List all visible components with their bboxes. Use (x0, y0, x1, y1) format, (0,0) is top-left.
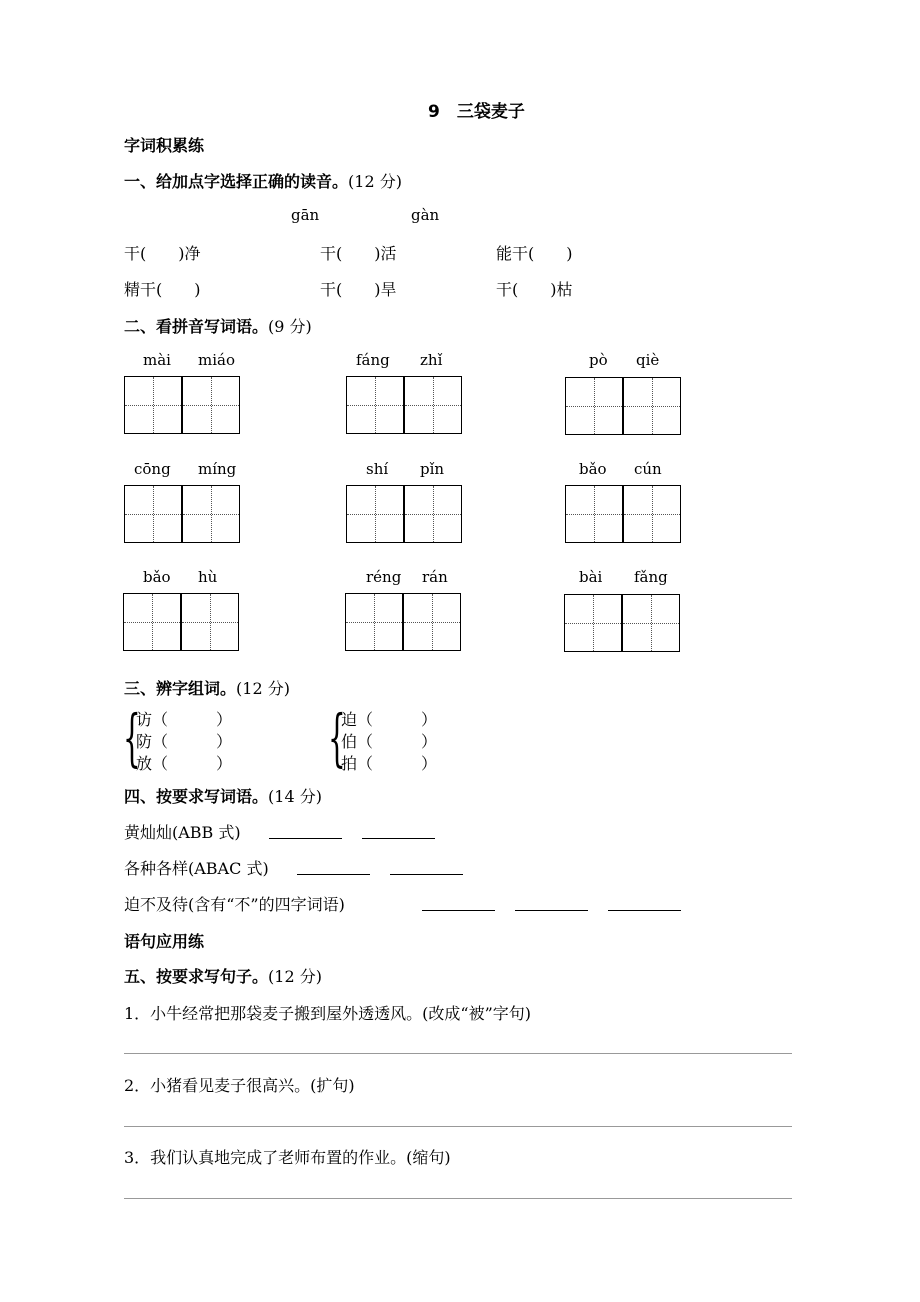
writing-grid-box[interactable] (623, 377, 681, 435)
answer-blank[interactable] (269, 838, 342, 839)
pinyin-label: shí (366, 460, 389, 478)
question-2-heading (124, 314, 312, 337)
writing-grid-box[interactable] (124, 485, 182, 543)
pinyin-label: hù (198, 568, 218, 586)
pinyin-label: zhǐ (420, 351, 443, 369)
left-brace-icon: { (328, 701, 346, 774)
answer-blank[interactable] (297, 874, 370, 875)
question-5-points: (12 分) (268, 967, 322, 986)
writing-grid-box[interactable] (123, 593, 181, 651)
question-3-text: 三、辨字组词。 (124, 679, 237, 698)
writing-grid-box[interactable] (345, 593, 403, 651)
char-group-item[interactable]: 访（ ） (136, 710, 233, 729)
pinyin-label: bǎo (579, 460, 607, 478)
section-heading-sentence: 语句应用练 (124, 932, 205, 951)
writing-grid-box[interactable] (182, 376, 240, 434)
answer-blank[interactable] (390, 874, 463, 875)
pinyin-label: cōng (134, 460, 171, 478)
word-prompt: 迫不及待(含有“不”的四字词语) (124, 895, 345, 914)
question-1-points: (12 分) (348, 172, 402, 191)
pinyin-option: gàn (411, 206, 440, 224)
writing-grid-box[interactable] (564, 594, 622, 652)
writing-grid-box[interactable] (403, 593, 461, 651)
question-4-points: (14 分) (268, 787, 322, 806)
pinyin-label: rán (422, 568, 448, 586)
sentence-task: 2．小猪看见麦子很高兴。(扩句) (124, 1076, 355, 1095)
writing-grid-box[interactable] (622, 594, 680, 652)
choice-item[interactable]: 能干( ) (496, 244, 573, 263)
pinyin-label: míng (198, 460, 237, 478)
writing-grid-box[interactable] (623, 485, 681, 543)
pinyin-label: pǐn (420, 460, 445, 478)
answer-blank[interactable] (515, 910, 588, 911)
answer-blank[interactable] (422, 910, 495, 911)
choice-item[interactable]: 干( )枯 (496, 280, 573, 299)
answer-blank[interactable] (362, 838, 435, 839)
writing-grid-box[interactable] (404, 485, 462, 543)
answer-line[interactable] (124, 1198, 792, 1199)
char-group-item[interactable]: 放（ ） (136, 754, 233, 773)
sentence-task: 1．小牛经常把那袋麦子搬到屋外透透风。(改成“被”字句) (124, 1004, 532, 1023)
char-group-item[interactable]: 拍（ ） (341, 754, 438, 773)
pinyin-label: qiè (636, 351, 660, 369)
choice-item[interactable]: 干( )活 (320, 244, 397, 263)
question-4-text: 四、按要求写词语。 (124, 787, 269, 806)
writing-grid-box[interactable] (181, 593, 239, 651)
writing-grid-box[interactable] (124, 376, 182, 434)
writing-grid-box[interactable] (346, 376, 404, 434)
writing-grid-box[interactable] (565, 485, 623, 543)
page-title: 9 三袋麦子 (428, 102, 525, 122)
choice-item[interactable]: 干( )净 (124, 244, 201, 263)
pinyin-label: miáo (198, 351, 235, 369)
pinyin-label: mài (143, 351, 171, 369)
word-prompt: 黄灿灿(ABB 式) (124, 823, 241, 842)
choice-item[interactable]: 干( )旱 (320, 280, 397, 299)
sentence-task: 3．我们认真地完成了老师布置的作业。(缩句) (124, 1148, 451, 1167)
answer-line[interactable] (124, 1126, 792, 1127)
char-group-item[interactable]: 伯（ ） (341, 732, 438, 751)
pinyin-option: gān (291, 206, 320, 224)
pinyin-label: bǎo (143, 568, 171, 586)
pinyin-label: réng (366, 568, 402, 586)
writing-grid-box[interactable] (404, 376, 462, 434)
question-3-points: (12 分) (236, 679, 290, 698)
answer-blank[interactable] (608, 910, 681, 911)
pinyin-label: fǎng (634, 568, 668, 586)
pinyin-label: cún (634, 460, 662, 478)
choice-item[interactable]: 精干( ) (124, 280, 201, 299)
section-heading-vocabulary: 字词积累练 (124, 136, 205, 155)
question-2-text: 二、看拼音写词语。 (124, 317, 269, 336)
pinyin-label: pò (589, 351, 608, 369)
writing-grid-box[interactable] (182, 485, 240, 543)
question-3-heading (124, 676, 290, 699)
char-group-item[interactable]: 迫（ ） (341, 710, 438, 729)
pinyin-label: bài (579, 568, 603, 586)
question-5-heading (124, 964, 322, 987)
word-prompt: 各种各样(ABAC 式) (124, 859, 269, 878)
writing-grid-box[interactable] (565, 377, 623, 435)
question-4-heading (124, 784, 322, 807)
question-1-text: 一、给加点字选择正确的读音。 (124, 172, 349, 191)
pinyin-label: fáng (356, 351, 390, 369)
question-5-text: 五、按要求写句子。 (124, 967, 269, 986)
question-1-heading (124, 169, 402, 192)
char-group-item[interactable]: 防（ ） (136, 732, 233, 751)
writing-grid-box[interactable] (346, 485, 404, 543)
left-brace-icon: { (123, 701, 141, 774)
answer-line[interactable] (124, 1053, 792, 1054)
question-2-points: (9 分) (268, 317, 312, 336)
